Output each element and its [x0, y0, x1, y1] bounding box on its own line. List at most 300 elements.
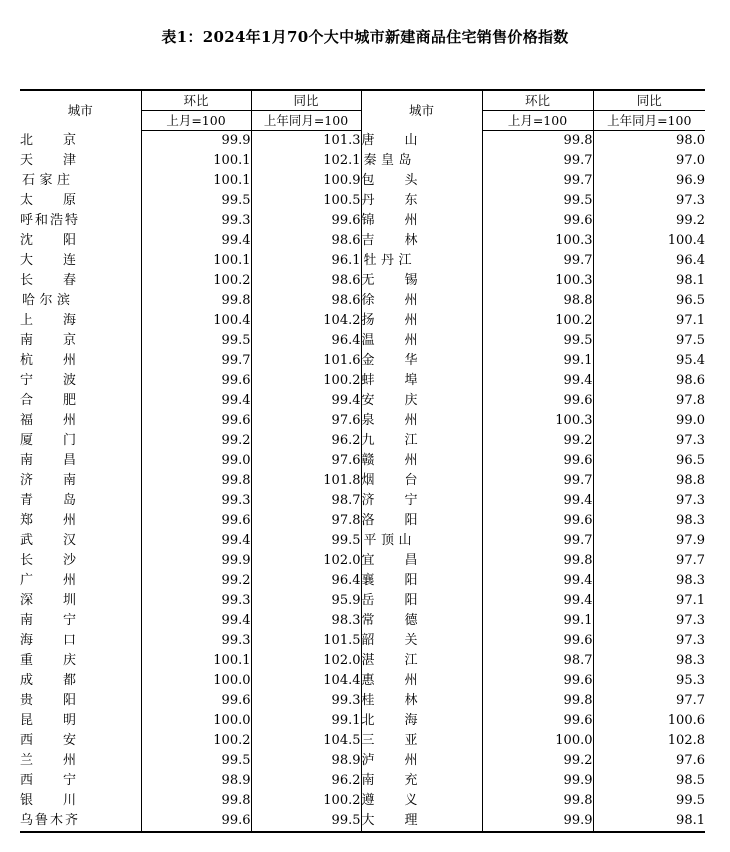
price-index-table	[20, 89, 705, 833]
city-label: 吉 林	[361, 233, 418, 248]
yoy-value: 95.3	[593, 671, 705, 691]
city-label: 西 宁	[20, 773, 76, 788]
yoy-value: 99.4	[251, 391, 361, 411]
yoy-value: 102.0	[251, 551, 361, 571]
mom-value: 99.6	[482, 391, 593, 411]
city-name	[361, 631, 482, 651]
mom-value: 99.4	[141, 611, 251, 631]
city-label: 大 连	[20, 253, 76, 268]
city-name	[20, 671, 141, 691]
mom-value: 99.6	[482, 711, 593, 731]
mom-value: 99.3	[141, 491, 251, 511]
table-row	[20, 151, 705, 171]
mom-value: 100.1	[141, 151, 251, 171]
table-row	[20, 331, 705, 351]
table-row	[20, 571, 705, 591]
yoy-value: 100.2	[251, 791, 361, 811]
city-label: 三 亚	[361, 733, 418, 748]
city-name	[20, 751, 141, 771]
city-label: 秦皇岛	[363, 153, 412, 168]
mom-value: 99.2	[141, 571, 251, 591]
table-row	[20, 811, 705, 832]
yoy-value: 98.6	[251, 271, 361, 291]
city-label: 洛 阳	[361, 513, 418, 528]
city-name	[361, 411, 482, 431]
header-row-1	[20, 90, 705, 111]
city-label: 长 沙	[20, 553, 76, 568]
mom-value: 99.7	[482, 151, 593, 171]
city-label: 太 原	[20, 193, 76, 208]
yoy-value: 99.0	[593, 411, 705, 431]
city-label: 贵 阳	[20, 693, 76, 708]
yoy-value: 98.5	[593, 771, 705, 791]
yoy-value: 97.3	[593, 631, 705, 651]
city-label: 济 南	[20, 473, 76, 488]
yoy-value: 97.7	[593, 551, 705, 571]
table-row	[20, 171, 705, 191]
header-mom-right: 环比	[482, 90, 593, 111]
yoy-value: 104.2	[251, 311, 361, 331]
yoy-value: 98.3	[593, 511, 705, 531]
yoy-value: 96.4	[593, 251, 705, 271]
yoy-value: 101.6	[251, 351, 361, 371]
city-name	[361, 131, 482, 152]
table-row	[20, 391, 705, 411]
city-name	[361, 171, 482, 191]
city-label: 厦 门	[20, 433, 76, 448]
table-row	[20, 531, 705, 551]
yoy-value: 98.3	[593, 571, 705, 591]
yoy-value: 95.4	[593, 351, 705, 371]
mom-value: 100.0	[482, 731, 593, 751]
mom-value: 99.6	[482, 631, 593, 651]
yoy-value: 99.1	[251, 711, 361, 731]
mom-value: 99.3	[141, 211, 251, 231]
mom-value: 99.5	[141, 751, 251, 771]
yoy-value: 98.1	[593, 271, 705, 291]
city-label: 成 都	[20, 673, 76, 688]
city-label: 济 宁	[361, 493, 418, 508]
yoy-value: 98.8	[593, 471, 705, 491]
city-name	[20, 791, 141, 811]
city-name	[20, 511, 141, 531]
table-row	[20, 351, 705, 371]
city-name	[361, 751, 482, 771]
mom-value: 99.4	[482, 571, 593, 591]
yoy-value: 97.6	[251, 411, 361, 431]
city-name	[20, 631, 141, 651]
city-label: 北 海	[361, 713, 418, 728]
yoy-value: 104.5	[251, 731, 361, 751]
city-label: 遵 义	[361, 793, 418, 808]
city-label: 武 汉	[20, 533, 76, 548]
yoy-value: 98.6	[251, 291, 361, 311]
city-label: 呼和浩特	[20, 213, 78, 228]
yoy-value: 99.5	[251, 811, 361, 832]
table-row	[20, 631, 705, 651]
city-label: 福 州	[20, 413, 76, 428]
city-name	[20, 551, 141, 571]
city-name	[20, 531, 141, 551]
city-label: 西 安	[20, 733, 76, 748]
city-name	[20, 731, 141, 751]
city-label: 沈 阳	[20, 233, 76, 248]
yoy-value: 100.5	[251, 191, 361, 211]
table-row	[20, 191, 705, 211]
city-label: 安 庆	[361, 393, 418, 408]
mom-value: 100.3	[482, 271, 593, 291]
city-name	[361, 511, 482, 531]
yoy-value: 97.7	[593, 691, 705, 711]
mom-value: 99.9	[482, 811, 593, 832]
city-name	[361, 211, 482, 231]
table-row	[20, 731, 705, 751]
city-name	[361, 591, 482, 611]
city-label: 南 京	[20, 333, 76, 348]
mom-value: 99.6	[141, 411, 251, 431]
city-name	[20, 191, 141, 211]
city-name	[20, 291, 141, 311]
mom-value: 98.7	[482, 651, 593, 671]
mom-value: 100.0	[141, 711, 251, 731]
mom-value: 99.8	[141, 791, 251, 811]
yoy-value: 96.4	[251, 331, 361, 351]
yoy-value: 104.4	[251, 671, 361, 691]
city-name	[361, 791, 482, 811]
header-yoy-base-left: 上年同月=100	[251, 111, 361, 131]
table-row	[20, 511, 705, 531]
yoy-value: 97.8	[251, 511, 361, 531]
city-name	[361, 491, 482, 511]
yoy-value: 102.0	[251, 651, 361, 671]
yoy-value: 97.5	[593, 331, 705, 351]
table-row	[20, 611, 705, 631]
yoy-value: 97.3	[593, 191, 705, 211]
city-label: 宁 波	[20, 373, 76, 388]
city-name	[361, 371, 482, 391]
city-name	[361, 471, 482, 491]
city-name	[361, 231, 482, 251]
yoy-value: 95.9	[251, 591, 361, 611]
city-label: 金 华	[361, 353, 418, 368]
yoy-value: 97.9	[593, 531, 705, 551]
city-label: 南 充	[361, 773, 418, 788]
mom-value: 100.1	[141, 171, 251, 191]
header-yoy-left: 同比	[251, 90, 361, 111]
table-row	[20, 791, 705, 811]
yoy-value: 100.4	[593, 231, 705, 251]
header-mom-base-left: 上月=100	[141, 111, 251, 131]
city-label: 岳 阳	[361, 593, 418, 608]
table-row	[20, 471, 705, 491]
mom-value: 99.7	[141, 351, 251, 371]
city-name	[20, 811, 141, 832]
yoy-value: 98.7	[251, 491, 361, 511]
city-label: 常 德	[361, 613, 418, 628]
city-label: 九 江	[361, 433, 418, 448]
city-name	[20, 411, 141, 431]
city-label: 扬 州	[361, 313, 418, 328]
mom-value: 100.1	[141, 651, 251, 671]
city-name	[20, 691, 141, 711]
table-row	[20, 671, 705, 691]
mom-value: 99.9	[141, 551, 251, 571]
yoy-value: 101.5	[251, 631, 361, 651]
table-row	[20, 451, 705, 471]
table-row	[20, 371, 705, 391]
city-name	[361, 611, 482, 631]
yoy-value: 102.8	[593, 731, 705, 751]
yoy-value: 97.6	[593, 751, 705, 771]
header-city-left: 城市	[20, 90, 141, 131]
city-label: 湛 江	[361, 653, 418, 668]
city-label: 杭 州	[20, 353, 76, 368]
yoy-value: 100.2	[251, 371, 361, 391]
city-name	[20, 251, 141, 271]
yoy-value: 96.2	[251, 431, 361, 451]
mom-value: 99.4	[141, 231, 251, 251]
table-row	[20, 691, 705, 711]
yoy-value: 98.9	[251, 751, 361, 771]
city-label: 惠 州	[361, 673, 418, 688]
yoy-value: 97.3	[593, 611, 705, 631]
yoy-value: 101.8	[251, 471, 361, 491]
table-row	[20, 211, 705, 231]
city-label: 海 口	[20, 633, 76, 648]
yoy-value: 97.1	[593, 591, 705, 611]
city-label: 北 京	[20, 132, 76, 148]
yoy-value: 97.6	[251, 451, 361, 471]
table-row	[20, 751, 705, 771]
mom-value: 99.1	[482, 351, 593, 371]
city-label: 泸 州	[361, 753, 418, 768]
city-label: 烟 台	[361, 473, 418, 488]
table-body	[20, 131, 705, 833]
city-label: 昆 明	[20, 713, 76, 728]
mom-value: 99.6	[482, 671, 593, 691]
city-name	[361, 391, 482, 411]
yoy-value: 99.5	[251, 531, 361, 551]
table-row	[20, 491, 705, 511]
table-row	[20, 551, 705, 571]
city-name	[20, 311, 141, 331]
city-label: 平顶山	[363, 533, 412, 548]
city-label: 温 州	[361, 333, 418, 348]
city-name	[361, 691, 482, 711]
city-label: 包 头	[361, 173, 418, 188]
mom-value: 99.8	[482, 131, 593, 152]
table-row	[20, 271, 705, 291]
mom-value: 99.7	[482, 531, 593, 551]
yoy-value: 98.1	[593, 811, 705, 832]
mom-value: 98.8	[482, 291, 593, 311]
city-label: 上 海	[20, 313, 76, 328]
city-label: 蚌 埠	[361, 373, 418, 388]
city-name	[361, 431, 482, 451]
city-name	[20, 471, 141, 491]
mom-value: 99.8	[482, 691, 593, 711]
yoy-value: 97.3	[593, 491, 705, 511]
city-label: 宜 昌	[361, 553, 418, 568]
city-label: 哈尔滨	[22, 293, 70, 308]
mom-value: 99.5	[141, 191, 251, 211]
table-row	[20, 231, 705, 251]
mom-value: 99.6	[482, 511, 593, 531]
city-name	[361, 771, 482, 791]
mom-value: 99.4	[482, 371, 593, 391]
city-label: 乌鲁木齐	[20, 813, 78, 828]
mom-value: 99.6	[482, 211, 593, 231]
city-name	[361, 811, 482, 832]
city-label: 深 圳	[20, 593, 76, 608]
mom-value: 100.1	[141, 251, 251, 271]
city-name	[20, 431, 141, 451]
mom-value: 99.8	[482, 791, 593, 811]
city-label: 石家庄	[22, 173, 70, 188]
mom-value: 99.9	[482, 771, 593, 791]
city-name	[20, 571, 141, 591]
yoy-value: 99.2	[593, 211, 705, 231]
yoy-value: 97.8	[593, 391, 705, 411]
yoy-value: 96.9	[593, 171, 705, 191]
mom-value: 98.9	[141, 771, 251, 791]
city-name	[361, 331, 482, 351]
mom-value: 99.5	[482, 191, 593, 211]
city-name	[361, 551, 482, 571]
city-name	[361, 671, 482, 691]
mom-value: 99.4	[482, 591, 593, 611]
city-name	[20, 171, 141, 191]
city-label: 合 肥	[20, 393, 76, 408]
table-row	[20, 711, 705, 731]
mom-value: 99.6	[141, 371, 251, 391]
city-label: 南 昌	[20, 453, 76, 468]
header-mom-left: 环比	[141, 90, 251, 111]
yoy-value: 97.3	[593, 431, 705, 451]
mom-value: 99.2	[482, 431, 593, 451]
city-name	[361, 731, 482, 751]
city-label: 徐 州	[361, 293, 418, 308]
mom-value: 99.8	[482, 551, 593, 571]
city-label: 牡丹江	[363, 253, 412, 268]
city-label: 银 川	[20, 793, 76, 808]
mom-value: 99.4	[141, 531, 251, 551]
city-name	[361, 351, 482, 371]
table-row	[20, 591, 705, 611]
mom-value: 99.3	[141, 631, 251, 651]
yoy-value: 96.4	[251, 571, 361, 591]
city-label: 锦 州	[361, 213, 418, 228]
city-name	[20, 491, 141, 511]
mom-value: 99.3	[141, 591, 251, 611]
city-name	[20, 611, 141, 631]
table-row	[20, 131, 705, 152]
city-label: 唐 山	[361, 132, 418, 148]
city-name	[20, 771, 141, 791]
city-name	[20, 271, 141, 291]
mom-value: 99.2	[482, 751, 593, 771]
yoy-value: 101.3	[251, 131, 361, 152]
city-name	[20, 351, 141, 371]
mom-value: 100.4	[141, 311, 251, 331]
city-name	[20, 651, 141, 671]
city-label: 南 宁	[20, 613, 76, 628]
mom-value: 99.4	[141, 391, 251, 411]
yoy-value: 100.9	[251, 171, 361, 191]
mom-value: 99.7	[482, 251, 593, 271]
city-name	[361, 531, 482, 551]
mom-value: 99.9	[141, 131, 251, 152]
table-row	[20, 311, 705, 331]
mom-value: 99.4	[482, 491, 593, 511]
mom-value: 99.0	[141, 451, 251, 471]
yoy-value: 98.3	[593, 651, 705, 671]
city-name	[361, 191, 482, 211]
city-name	[20, 711, 141, 731]
header-city-right: 城市	[361, 90, 482, 131]
mom-value: 100.0	[141, 671, 251, 691]
mom-value: 100.3	[482, 411, 593, 431]
yoy-value: 97.1	[593, 311, 705, 331]
yoy-value: 97.0	[593, 151, 705, 171]
yoy-value: 96.5	[593, 451, 705, 471]
city-name	[20, 131, 141, 152]
city-name	[20, 591, 141, 611]
city-label: 韶 关	[361, 633, 418, 648]
mom-value: 100.2	[141, 731, 251, 751]
header-mom-base-right: 上月=100	[482, 111, 593, 131]
table-row	[20, 251, 705, 271]
table-row	[20, 411, 705, 431]
yoy-value: 98.6	[251, 231, 361, 251]
city-name	[361, 451, 482, 471]
table-row	[20, 651, 705, 671]
mom-value: 99.1	[482, 611, 593, 631]
mom-value: 99.8	[141, 291, 251, 311]
header-yoy-right: 同比	[593, 90, 705, 111]
city-label: 泉 州	[361, 413, 418, 428]
city-label: 无 锡	[361, 273, 418, 288]
city-name	[361, 251, 482, 271]
yoy-value: 96.2	[251, 771, 361, 791]
city-label: 青 岛	[20, 493, 76, 508]
city-label: 大 理	[361, 813, 418, 828]
city-name	[361, 151, 482, 171]
city-name	[20, 151, 141, 171]
city-name	[361, 711, 482, 731]
mom-value: 100.3	[482, 231, 593, 251]
mom-value: 99.7	[482, 471, 593, 491]
city-label: 广 州	[20, 573, 76, 588]
yoy-value: 96.1	[251, 251, 361, 271]
yoy-value: 96.5	[593, 291, 705, 311]
mom-value: 100.2	[482, 311, 593, 331]
city-label: 重 庆	[20, 653, 76, 668]
city-name	[361, 651, 482, 671]
mom-value: 99.6	[141, 511, 251, 531]
mom-value: 99.6	[141, 691, 251, 711]
yoy-value: 99.3	[251, 691, 361, 711]
city-name	[361, 571, 482, 591]
city-label: 赣 州	[361, 453, 418, 468]
city-name	[361, 271, 482, 291]
table-title: 表1：2024年1月70个大中城市新建商品住宅销售价格指数	[161, 28, 569, 46]
table-row	[20, 291, 705, 311]
city-label: 长 春	[20, 273, 76, 288]
mom-value: 99.7	[482, 171, 593, 191]
yoy-value: 102.1	[251, 151, 361, 171]
mom-value: 99.5	[141, 331, 251, 351]
